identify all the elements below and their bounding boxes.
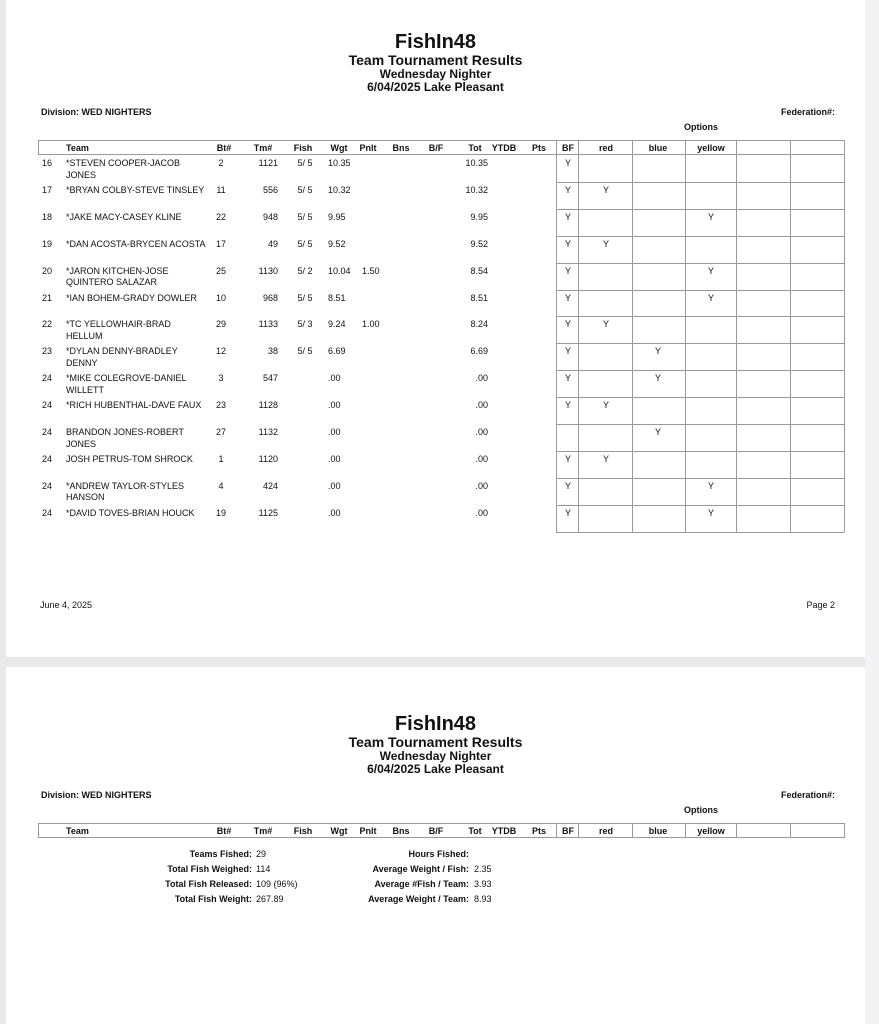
column-header-tm: Tm# (253, 143, 273, 153)
row-place: 24 (42, 427, 53, 437)
total-weighed-value: 114 (256, 864, 271, 874)
row-tot: 8.51 (470, 292, 488, 303)
header-col-rule (578, 140, 579, 155)
column-header-bt: Bt# (216, 143, 232, 153)
header-rule-bottom (38, 837, 844, 838)
row-place: 18 (42, 211, 53, 222)
column-header-pts: Pts (531, 143, 546, 153)
row-team-name: *DAN ACOSTA-BRYCEN ACOSTA (66, 238, 206, 249)
row-wgt: .00 (328, 427, 341, 437)
row-wgt: 9.24 (328, 319, 346, 330)
row-bt: 2 (218, 158, 224, 168)
row-red: Y (602, 184, 609, 195)
avg-weight-fish-label: Average Weight / Fish: (372, 864, 469, 874)
row-fish: 5/ 5 (297, 211, 313, 222)
row-tm: 556 (262, 184, 278, 195)
row-bf-option: Y (564, 453, 571, 464)
report-title: FishIn48 (394, 31, 477, 53)
table-row (6, 182, 865, 209)
row-wgt: .00 (328, 480, 341, 491)
column-header-team: Team (66, 143, 89, 153)
row-tot: .00 (475, 427, 488, 437)
header-col-rule (578, 823, 579, 838)
row-place: 24 (42, 373, 53, 384)
page-edge (865, 0, 879, 1024)
table-row (6, 451, 865, 478)
total-weight-label: Total Fish Weight: (174, 894, 252, 904)
row-tm: 1133 (258, 319, 278, 330)
header-col-rule (790, 140, 791, 155)
row-fish: 5/ 3 (297, 319, 313, 330)
column-header-yellow: yellow (697, 143, 725, 153)
row-wgt: .00 (328, 507, 341, 518)
header-rule-left (38, 140, 39, 155)
row-place: 24 (42, 507, 53, 518)
header-col-rule (556, 823, 557, 838)
row-tm: 1120 (258, 453, 278, 464)
row-tot: .00 (475, 507, 488, 518)
row-pnlt: 1.00 (362, 319, 380, 330)
header-rule-top (38, 140, 844, 141)
row-bf-option: Y (564, 507, 571, 518)
column-header-bns: Bns (392, 826, 410, 836)
row-yellow: Y (707, 480, 714, 491)
column-header-bf2: BF (562, 143, 574, 153)
row-wgt: 10.04 (328, 265, 351, 276)
options-label-2: Options (684, 805, 718, 815)
header-col-rule (556, 140, 557, 155)
row-team-name: *TC YELLOWHAIR-BRAD HELLUM (66, 319, 171, 341)
row-tot: .00 (475, 480, 488, 491)
row-bf-option: Y (564, 373, 571, 384)
total-weight-value: 267.89 (256, 894, 284, 904)
column-header-tot: Tot (468, 826, 482, 836)
row-place: 19 (42, 238, 53, 249)
row-fish: 5/ 5 (297, 292, 313, 303)
table-row (6, 263, 865, 290)
row-yellow: Y (707, 265, 714, 276)
table-row (6, 209, 865, 236)
column-header-bf: B/F (428, 143, 444, 153)
row-bf-option: Y (564, 238, 571, 249)
row-place: 20 (42, 265, 53, 276)
row-pnlt: 1.50 (362, 265, 380, 276)
table-row (6, 424, 865, 451)
row-tm: 1132 (258, 427, 278, 437)
column-header-fish: Fish (293, 143, 313, 153)
avg-fish-team-value: 3.93 (474, 879, 492, 889)
row-team-name: *JARON KITCHEN-JOSE QUINTERO SALAZAR (66, 265, 169, 288)
row-blue: Y (654, 427, 661, 437)
row-team-name: *DYLAN DENNY-BRADLEY DENNY (66, 346, 178, 368)
table-row (6, 505, 865, 532)
row-tot: 8.54 (470, 265, 488, 276)
row-bt: 29 (215, 319, 226, 330)
report-date-location: 6/04/2025 Lake Pleasant (367, 80, 504, 94)
column-header-ytdb: YTDB (491, 143, 517, 153)
header-col-rule (844, 140, 845, 155)
row-place: 23 (42, 346, 53, 357)
options-label: Options (684, 122, 718, 132)
row-yellow: Y (707, 211, 714, 222)
row-bf-option: Y (564, 211, 571, 222)
column-header-tot: Tot (468, 143, 482, 153)
options-row-rule (556, 532, 844, 533)
row-wgt: 8.51 (328, 292, 346, 303)
row-bt: 17 (215, 238, 226, 249)
column-header-bf2: BF (562, 826, 574, 836)
avg-weight-team-value: 8.93 (474, 894, 492, 904)
division-label-2: Division: WED NIGHTERS (41, 790, 152, 800)
footer-date: June 4, 2025 (40, 600, 93, 610)
row-tot: .00 (475, 453, 488, 464)
row-wgt: 10.35 (328, 158, 351, 168)
row-bf-option: Y (564, 400, 571, 411)
row-wgt: 9.52 (328, 238, 346, 249)
table-row (6, 370, 865, 397)
report-page-1 (6, 0, 865, 657)
row-bt: 11 (216, 184, 226, 195)
column-header-team: Team (66, 826, 89, 836)
row-wgt: .00 (328, 453, 341, 464)
row-tot: 8.24 (470, 319, 488, 330)
avg-weight-team-label: Average Weight / Team: (368, 894, 469, 904)
row-place: 24 (42, 480, 53, 491)
table-row (6, 155, 865, 182)
report-event-2: Wednesday Nighter (379, 749, 492, 763)
table-row (6, 343, 865, 370)
row-place: 24 (42, 400, 53, 411)
row-blue: Y (654, 373, 661, 384)
row-tot: .00 (475, 373, 488, 384)
column-header-blue: blue (648, 143, 668, 153)
column-header-pnlt: Pnlt (359, 826, 377, 836)
row-tm: 968 (262, 292, 278, 303)
teams-fished-label: Teams Fished: (189, 849, 252, 859)
division-label: Division: WED NIGHTERS (41, 107, 152, 117)
column-header-bf: B/F (428, 826, 444, 836)
row-bt: 1 (218, 453, 224, 464)
report-page-2 (6, 667, 865, 1024)
row-tm: 1128 (258, 400, 278, 411)
row-red: Y (602, 400, 609, 411)
row-red: Y (602, 238, 609, 249)
row-blue: Y (654, 346, 661, 357)
federation-label-2: Federation#: (780, 790, 835, 800)
header-rule-top (38, 823, 844, 824)
row-tm: 38 (267, 346, 278, 357)
row-team-name: *ANDREW TAYLOR-STYLES HANSON (66, 480, 185, 503)
table-row (6, 397, 865, 424)
row-bt: 4 (218, 480, 224, 491)
report-event: Wednesday Nighter (379, 67, 492, 81)
column-header-bt: Bt# (216, 826, 232, 836)
row-team-name: *STEVEN COOPER-JACOB JONES (66, 158, 181, 180)
row-tm: 49 (267, 238, 278, 249)
row-fish: 5/ 5 (297, 184, 313, 195)
row-bt: 12 (215, 346, 226, 357)
row-place: 16 (42, 158, 53, 168)
row-place: 22 (42, 319, 53, 330)
row-fish: 5/ 2 (297, 265, 313, 276)
column-header-bns: Bns (392, 143, 410, 153)
row-tot: .00 (475, 400, 488, 411)
total-released-label: Total Fish Released: (165, 879, 252, 889)
footer-page: Page 2 (806, 600, 835, 610)
report-subtitle: Team Tournament Results (348, 52, 523, 68)
report-header (6, 31, 865, 94)
row-red: Y (602, 453, 609, 464)
header-col-rule (844, 823, 845, 838)
row-team-name: *MIKE COLEGROVE-DANIEL WILLETT (66, 373, 187, 395)
row-tot: 6.69 (470, 346, 488, 357)
row-team-name: BRANDON JONES-ROBERT JONES (66, 427, 184, 449)
row-bf-option: Y (564, 346, 571, 357)
column-header-ytdb: YTDB (491, 826, 517, 836)
row-tot: 9.52 (470, 238, 488, 249)
row-tm: 1130 (258, 265, 278, 276)
hours-fished-label: Hours Fished: (408, 849, 469, 859)
row-wgt: .00 (328, 400, 341, 411)
row-team-name: *IAN BOHEM-GRADY DOWLER (66, 292, 197, 303)
row-team-name: *JAKE MACY-CASEY KLINE (66, 211, 182, 222)
row-wgt: 10.32 (328, 184, 351, 195)
column-header-yellow: yellow (697, 826, 725, 836)
row-wgt: 9.95 (328, 211, 346, 222)
row-tm: 424 (262, 480, 278, 491)
teams-fished-value: 29 (256, 849, 267, 859)
column-header-tm: Tm# (253, 826, 273, 836)
column-header-pnlt: Pnlt (359, 143, 377, 153)
table-row (6, 478, 865, 505)
row-bf-option: Y (564, 158, 571, 168)
report-title-2: FishIn48 (394, 713, 477, 735)
header-col-rule (790, 823, 791, 838)
row-tm: 1121 (258, 158, 278, 168)
row-team-name: *BRYAN COLBY-STEVE TINSLEY (66, 184, 205, 195)
table-row (6, 316, 865, 343)
row-bf-option: Y (564, 265, 571, 276)
row-bf-option: Y (564, 319, 571, 330)
row-bt: 10 (215, 292, 226, 303)
row-tot: 10.35 (465, 158, 488, 168)
row-fish: 5/ 5 (297, 238, 313, 249)
header-rule-left (38, 823, 39, 838)
row-bf-option: Y (564, 184, 571, 195)
report-date-location-2: 6/04/2025 Lake Pleasant (367, 762, 504, 776)
column-header-red: red (598, 143, 613, 153)
row-tm: 547 (262, 373, 278, 384)
row-bt: 25 (215, 265, 226, 276)
column-header-pts: Pts (531, 826, 546, 836)
row-bt: 23 (215, 400, 226, 411)
column-header-fish: Fish (293, 826, 313, 836)
row-team-name: *DAVID TOVES-BRIAN HOUCK (66, 507, 195, 518)
row-yellow: Y (707, 507, 714, 518)
column-header-wgt: Wgt (330, 826, 348, 836)
column-header-blue: blue (648, 826, 668, 836)
row-bt: 3 (218, 373, 224, 384)
avg-weight-fish-value: 2.35 (474, 864, 492, 874)
total-weighed-label: Total Fish Weighed: (167, 864, 252, 874)
report-subtitle-2: Team Tournament Results (348, 734, 523, 750)
row-wgt: 6.69 (328, 346, 346, 357)
total-released-value: 109 (96%) (256, 879, 298, 889)
row-bt: 19 (215, 507, 226, 518)
avg-fish-team-label: Average #Fish / Team: (374, 879, 469, 889)
row-team-name: *RICH HUBENTHAL-DAVE FAUX (66, 400, 202, 411)
row-bt: 27 (215, 427, 226, 437)
row-team-name: JOSH PETRUS-TOM SHROCK (66, 453, 193, 464)
report-header-2 (6, 713, 865, 776)
table-row (6, 290, 865, 317)
row-bf-option: Y (564, 292, 571, 303)
row-yellow: Y (707, 292, 714, 303)
row-place: 17 (42, 184, 53, 195)
row-wgt: .00 (328, 373, 341, 384)
table-row (6, 236, 865, 263)
federation-label: Federation#: (780, 107, 835, 117)
column-header-red: red (598, 826, 613, 836)
row-red: Y (602, 319, 609, 330)
row-bt: 22 (215, 211, 226, 222)
row-fish: 5/ 5 (297, 346, 313, 357)
column-header-wgt: Wgt (330, 143, 348, 153)
row-tm: 948 (262, 211, 278, 222)
row-place: 21 (42, 292, 53, 303)
row-tot: 10.32 (465, 184, 488, 195)
row-place: 24 (42, 453, 53, 464)
row-tm: 1125 (258, 507, 278, 518)
row-tot: 9.95 (470, 211, 488, 222)
row-fish: 5/ 5 (297, 158, 313, 168)
row-bf-option: Y (564, 480, 571, 491)
